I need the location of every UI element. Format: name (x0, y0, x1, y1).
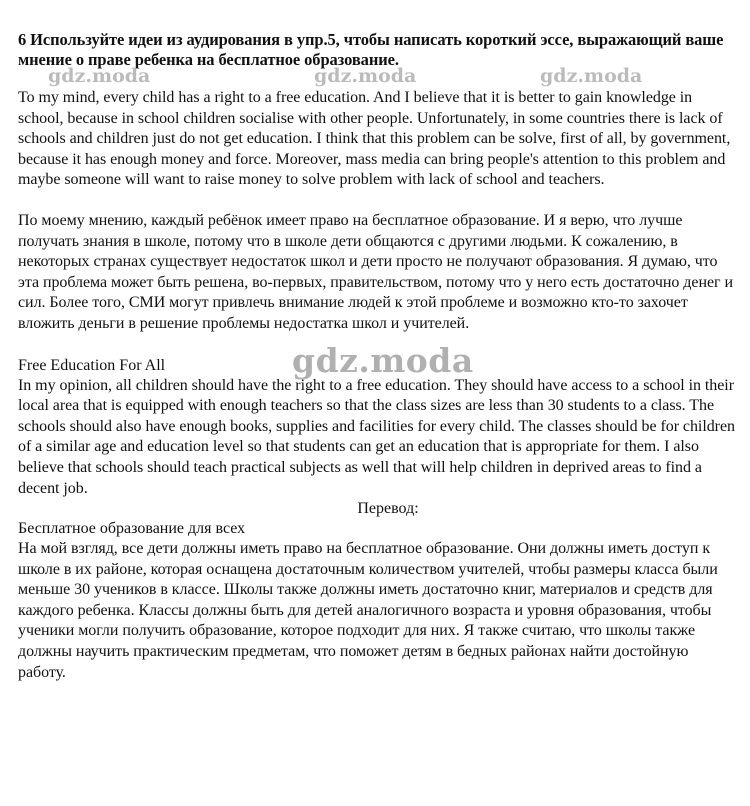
task-title: 6 Используйте идеи из аудирования в упр.5, чтобы написать короткий эссе, выражающий ваше мнение о праве ребенка на бесплатное образование. (18, 30, 724, 69)
essay2-russian-heading: Бесплатное образование для всех (18, 520, 246, 538)
watermark-row (18, 65, 738, 88)
translation-label: Перевод: (357, 500, 419, 518)
essay1-russian: По моему мнению, каждый ребёнок имеет право на бесплатное образование. И я верю, что лучше получать знания в школе, потому что в школе дети общаются с другими людьми. К сожалению, в некоторых странах существует недостаток школ и дети просто не получают образования. Я думаю, что эта проблема может быть решена, во-первых, правительством, потому что у него есть достаточно денег и сил. Более того, СМИ могут привлечь внимание людей к этой проблеме и возможно кто-то захочет вложить деньги в решение проблемы недостатка школ и учителей. (18, 211, 733, 332)
essay2-heading-row (18, 340, 738, 380)
paragraph-gap (18, 191, 738, 211)
essay2-heading: Free Education For All (18, 356, 166, 374)
watermark: gdz.moda (314, 65, 417, 87)
watermark: gdz.moda (48, 65, 151, 87)
essay2-russian: На мой взгляд, все дети должны иметь право на бесплатное образование. Они должны иметь доступ к школе в их районе, которая оснащена достаточным количеством учителей, чтобы размеры класса были меньше 30 учеников в классе. Школы также должны иметь достаточно книг, материалов и средств для каждого ребенка. Классы должны быть для детей аналогичного возраста и уровня образования, чтобы ученики могли получить образование, которое подходит для них. Я также считаю, что школы также должны научить практическим предметам, что поможет детям в бедных районах найти достойную работу. (18, 540, 718, 681)
document-page (18, 30, 738, 683)
essay2-english: In my opinion, all children should have the right to a free education. They should have access to a school in their local area that is equipped with enough teachers so that the class sizes are less than 30 students to a class. The schools should also have enough books, supplies and facilities for every child. The classes should be for children of a similar age and education level so that students can get an education that is appropriate for them. I also believe that schools should teach practical subjects as well that will help children in deprived areas to find a decent job. (18, 376, 735, 497)
watermark: gdz.moda (540, 65, 643, 87)
watermark-large: gdz.moda (292, 340, 474, 380)
essay1-english: To my mind, every child has a right to a free education. And I believe that it is better to gain knowledge in school, because in school children socialise with other people. Unfortunately, in some countries there is lack of schools and children just do not get education. I think that this problem can be solve, first of all, by government, because it has enough money and force. Moreover, mass media can bring people's attention to this problem and maybe someone will want to raise money to solve problem with lack of school and teachers. (18, 89, 731, 189)
